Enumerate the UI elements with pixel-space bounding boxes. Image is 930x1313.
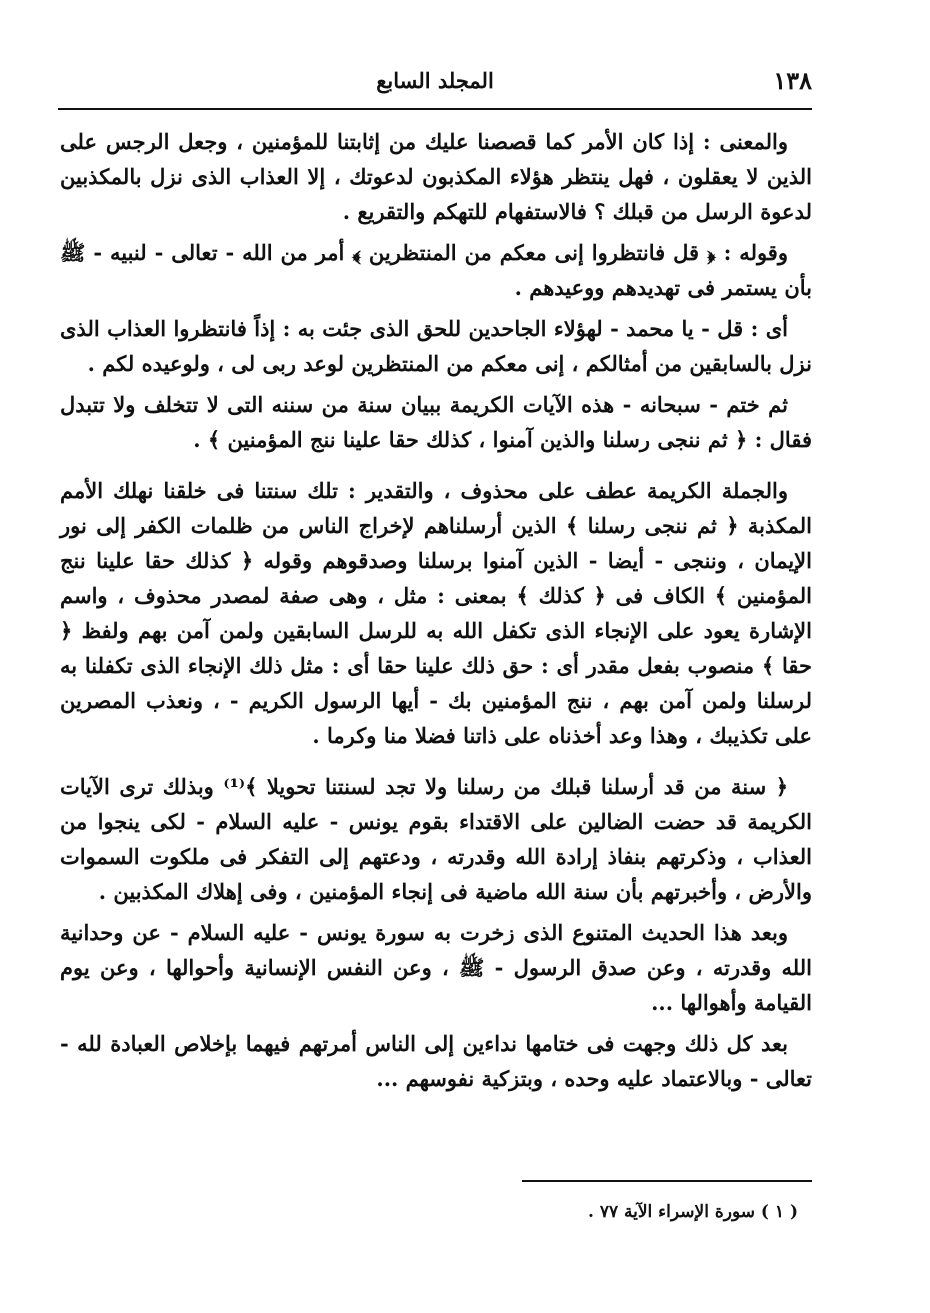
paragraph-closing-verse: ثم ختم - سبحانه - هذه الآيات الكريمة ببيان سنة من سننه التى لا تتخلف ولا تتبدل فقال : ﴿ ثم ننجى رسلنا والذين آمنوا ، كذلك حقا علينا ننج المؤمنين ﴾ . — [60, 392, 812, 452]
paragraph-summary: وبعد هذا الحديث المتنوع الذى زخرت به سورة يونس - عليه السلام - عن وحدانية الله وقدرته ، وعن صدق الرسول - ﷺ ، وعن النفس الإنسانية وأحوالها ، وعن يوم القيامة وأهوالها ... — [60, 920, 812, 1015]
footnote-divider — [522, 1180, 812, 1182]
page-number: ١٣٨ — [773, 66, 812, 95]
footnote: ( ١ ) سورة الإسراء الآية ٧٧ . — [587, 1202, 798, 1222]
paragraph-command-wait: وقوله : ﴿ قل فانتظروا إنى معكم من المنتظرين ﴾ أمر من الله - تعالى - لنبيه - ﷺ بأن يستمر فى تهديدهم ووعيدهم . — [60, 240, 812, 300]
running-title: المجلد السابع — [376, 68, 494, 93]
paragraph-sunnah: ﴿ سنة من قد أرسلنا قبلك من رسلنا ولا تجد لسنتنا تحويلا ﴾⁽¹⁾ وبذلك ترى الآيات الكريمة قد حضت الضالين على الاقتداء بقوم يونس - عليه السلام - لكى ينجوا من العذاب ، وذكرتهم بنفاذ إرادة الله وقدرته ، ودعتهم إلى التفكر فى ملكوت السموات والأرض ، وأخبرتهم بأن سنة الله ماضية فى إنجاء المؤمنين ، وفى إهلاك المكذبين . — [60, 774, 812, 904]
paragraph-meaning: والمعنى : إذا كان الأمر كما قصصنا عليك من إثابتنا للمؤمنين ، وجعل الرجس على الذين لا يعقلون ، فهل ينتظر هؤلاء المكذبون لدعوتك ، إلا العذاب الذى نزل بالمكذبين لدعوة الرسل من قبلك ؟ فالاستفهام للتهكم والتقريع . — [60, 129, 812, 224]
paragraph-explanation: أى : قل - يا محمد - لهؤلاء الجاحدين للحق الذى جئت به : إذاً فانتظروا العذاب الذى نزل بالسابقين من أمثالكم ، إنى معكم من المنتظرين لوعد ربى لى ، ولوعيده لكم . — [60, 316, 812, 376]
page-body — [60, 124, 812, 1102]
paragraph-final: بعد كل ذلك وجهت فى ختامها نداءين إلى الناس أمرتهم فيهما بإخلاص العبادة لله - تعالى - وبالاعتماد عليه وحده ، وبتزكية نفوسهم ... — [60, 1031, 812, 1091]
paragraph-grammar: والجملة الكريمة عطف على محذوف ، والتقدير : تلك سنتنا فى خلقنا نهلك الأمم المكذبة ﴿ ثم ننجى رسلنا ﴾ الذين أرسلناهم لإخراج الناس من ظلمات الكفر إلى نور الإيمان ، وننجى - أيضا - الذين آمنوا برسلنا وصدقوهم وقوله ﴿ كذلك حقا علينا ننج المؤمنين ﴾ الكاف فى ﴿ كذلك ﴾ بمعنى : مثل ، وهى صفة لمصدر محذوف ، واسم الإشارة يعود على الإنجاء الذى تكفل الله به للرسل السابقين ولمن آمن بهم ولفظ ﴿ حقا ﴾ منصوب بفعل مقدر أى : حق ذلك علينا حقا أى : مثل ذلك الإنجاء الذى تكفلنا به لرسلنا ولمن آمن بهم ، ننج المؤمنين بك - أيها الرسول الكريم - ، ونعذب المصرين على تكذيبك ، وهذا وعد أخذناه على ذاتنا فضلا منا وكرما . — [60, 478, 812, 748]
page-header — [58, 62, 812, 110]
